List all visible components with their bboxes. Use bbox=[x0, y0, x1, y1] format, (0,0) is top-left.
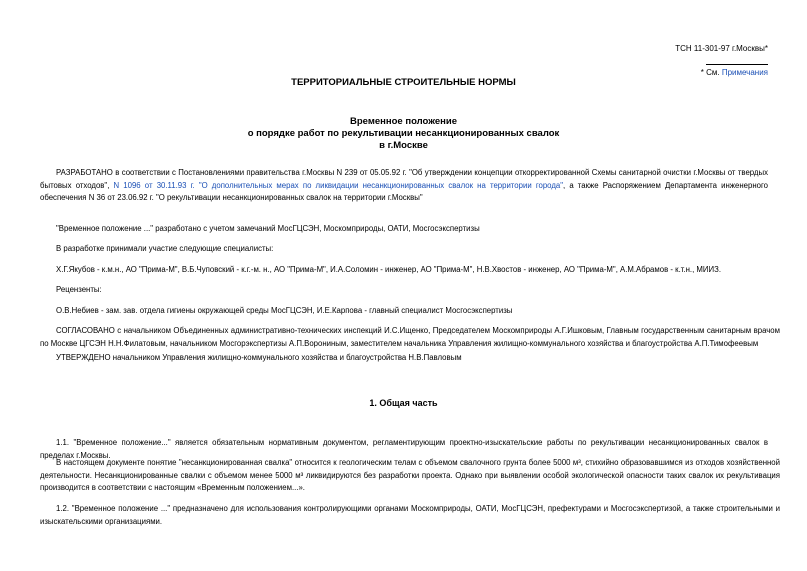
participants-list: Х.Г.Якубов - к.м.н., АО "Прима-М", В.Б.Чуповский - к.г.-м. н., АО "Прима-М", И.А.Соломин - инженер, АО "Прима-М", Н.В.Хвостов - инженер, АО "Прима-М", А.М.Абрамов - к.т.н., МИИЗ. bbox=[56, 265, 721, 274]
developed-text-end: , а также Распоряжением Департамента инженерного обеспечения N 36 от 23.06.92 г. "О рекультивации несанкционированных свалок на территории г.Москвы" bbox=[40, 180, 768, 202]
remarks-paragraph: "Временное положение ..." разработано с учетом замечаний МосГЦСЭН, Москомприроды, ОАТИ, Мосгосэкспертизы bbox=[56, 224, 480, 233]
note-reference bbox=[640, 68, 768, 77]
document-code: ТСН 11-301-97 г.Москвы* bbox=[675, 44, 768, 53]
note-divider bbox=[706, 64, 768, 65]
document-heading: ТЕРРИТОРИАЛЬНЫЕ СТРОИТЕЛЬНЫЕ НОРМЫ bbox=[291, 77, 516, 88]
reviewers-label: Рецензенты: bbox=[56, 285, 102, 294]
developed-text-start: РАЗРАБОТАНО в соответствии с Постановлениями правительства г.Москвы N 239 от 05.05.92 г. "Об утверждении концепции откорректированной Схемы санитарной очистки г.Москвы от твердых бытовых отходов", bbox=[40, 168, 768, 190]
participants-intro: В разработке принимали участие следующие специалисты: bbox=[56, 244, 274, 253]
clause-1-2: 1.2. "Временное положение ..." предназначено для использования контролирующими органами Москомприроды, ОАТИ, МосГЦСЭН, префектурами и Мосгосэкспертизой, а также строительными и изыскательскими организациями. bbox=[40, 504, 780, 526]
reviewers-list: О.В.Небиев - зам. зав. отдела гигиены окружающей среды МосГЦСЭН, И.Е.Карпова - главный специалист Мосгосэкспертизы bbox=[56, 306, 513, 315]
document-title-line-3: в г.Москве bbox=[379, 140, 428, 151]
developed-paragraph bbox=[40, 167, 768, 205]
document-title-line-1: Временное положение bbox=[350, 116, 457, 127]
clause-1-1: 1.1. "Временное положение..." является обязательным нормативным документом, регламентирующим проектно-изыскательские работы по рекультивации несанкционированных свалок в пределах г.Москвы. bbox=[40, 438, 768, 460]
notes-link[interactable]: Примечания bbox=[721, 68, 768, 77]
document-title-line-2: о порядке работ по рекультивации несанкционированных свалок bbox=[247, 128, 560, 139]
approved-paragraph: УТВЕРЖДЕНО начальником Управления жилищно-коммунального хозяйства и благоустройства Н.В.Павловым bbox=[56, 353, 462, 362]
agreed-paragraph: СОГЛАСОВАНО с начальником Объединенных административно-технических инспекций И.С.Ищенко, Председателем Москомприроды А.Г.Ишковым, Главным государственным санитарным врачом по Москве ЦГСЭН Н.Н.Филатовым, начальником Мосгорэкспертизы А.П.Ворониным, заместителем начальника Управления жилищно-коммунального хозяйства и благоустройства А.П.Тимофеевым bbox=[40, 326, 780, 348]
note-prefix: * См. bbox=[700, 68, 720, 77]
section-1-title: 1. Общая часть bbox=[369, 398, 438, 408]
clause-1-1-definition: В настоящем документе понятие "несанкционированная свалка" относится к геологическим телам с объемом свалочного грунта более 5000 м³, стихийно образовавшимся из отходов хозяйственной деятельности. Несанкционированные свалки с объемом менее 5000 м³ ликвидируются без разработки проекта. Однако при выявлении особой экологической опасности таких свалок их рекультивация производится в соответствии с настоящим «Временным положением...». bbox=[40, 458, 780, 492]
resolution-1096-link[interactable]: N 1096 от 30.11.93 г. "О дополнительных мерах по ликвидации несанкционированных свалок на территории города" bbox=[113, 180, 563, 190]
